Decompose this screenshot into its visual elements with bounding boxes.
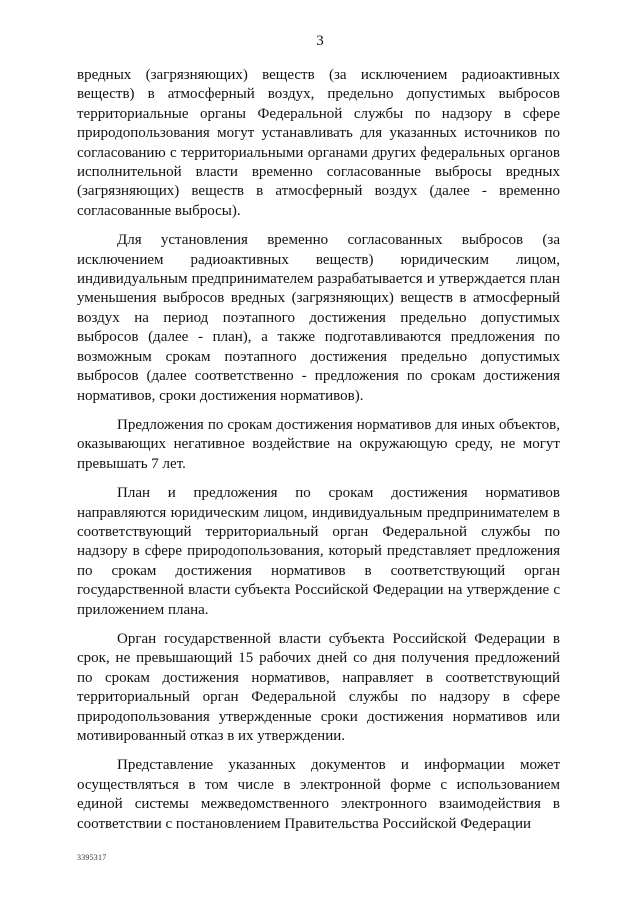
document-body (77, 66, 560, 834)
paragraph-temporary-emissions-plan: Для установления временно согласованных выбросов (за исключением радиоактивных веществ) юридическим лицом, индивидуальным предпринимателем разрабатывается и утверждается план уменьшения выбросов вредных (загрязняющих) веществ в атмосферный воздух на период поэтапного достижения предельно допустимых выбросов (далее - план), а также подготавливаются предложения по возможным срокам поэтапного достижения предельно допустимых выбросов (далее соответственно - предложения по срокам достижения нормативов, сроки достижения нормативов). (77, 232, 560, 404)
paragraph-plan-submission: План и предложения по срокам достижения нормативов направляются юридическим лицом, индивидуальным предпринимателем в соответствующий территориальный орган Федеральной службы по надзору в сфере природопользования, который представляет предложения по срокам достижения нормативов в соответствующий орган государственной власти субъекта Российской Федерации на утверждение с приложением плана. (77, 485, 560, 618)
paragraph-electronic-submission: Представление указанных документов и информации может осуществляться в том числе в электронной форме с использованием единой системы межведомственного электронного взаимодействия в соответствии с постановлением Правительства Российской Федерации (77, 757, 560, 832)
paragraph-deadline-limit: Предложения по срокам достижения нормативов для иных объектов, оказывающих негативное воздействие на окружающую среду, не могут превышать 7 лет. (77, 416, 560, 472)
document-code: 3395317 (77, 853, 107, 862)
page-number: 3 (316, 33, 324, 49)
paragraph-regional-approval: Орган государственной власти субъекта Российской Федерации в срок, не превышающий 15 рабочих дней со дня получения предложений по срокам достижения нормативов, направляет в соответствующий территориальный орган Федеральной службы по надзору в сфере природопользования утвержденные сроки достижения нормативов или мотивированный отказ в их утверждении. (77, 630, 560, 744)
paragraph-continuation: вредных (загрязняющих) веществ (за исключением радиоактивных веществ) в атмосферный воздух, предельно допустимых выбросов территориальные органы Федеральной службы по надзору в сфере природопользования могут устанавливать для указанных источников по согласованию с территориальными органами других федеральных органов исполнительной власти временно согласованные выбросы вредных (загрязняющих) веществ в атмосферный воздух (далее - временно согласованные выбросы). (77, 67, 560, 219)
